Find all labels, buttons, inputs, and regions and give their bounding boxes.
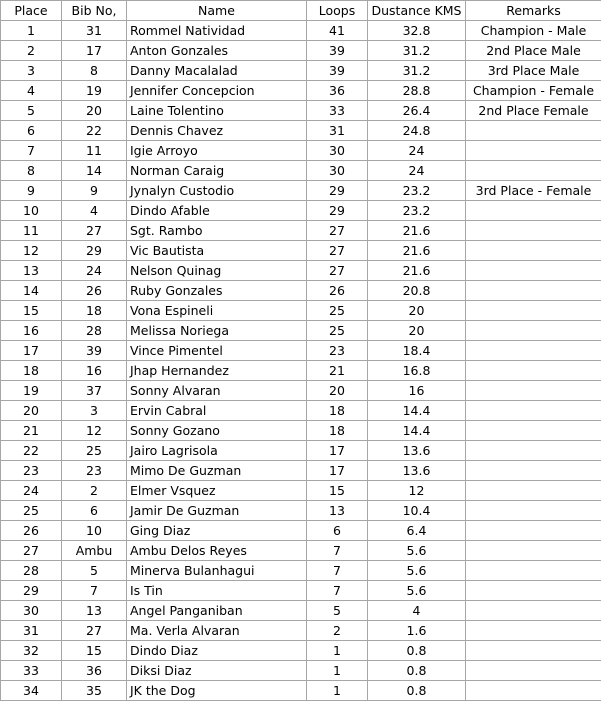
- cell-remarks[interactable]: [466, 321, 601, 341]
- cell-distance[interactable]: 21.6: [368, 221, 466, 241]
- cell-name[interactable]: Jynalyn Custodio: [127, 181, 307, 201]
- cell-bib-no[interactable]: 26: [62, 281, 127, 301]
- table-row: [1, 421, 601, 441]
- cell-remarks[interactable]: [466, 501, 601, 521]
- cell-loops[interactable]: 2: [307, 621, 368, 641]
- cell-name[interactable]: Dindo Diaz: [127, 641, 307, 661]
- table-row: [1, 121, 601, 141]
- cell-place[interactable]: 1: [1, 21, 62, 41]
- cell-name[interactable]: Rommel Natividad: [127, 21, 307, 41]
- cell-remarks[interactable]: [466, 201, 601, 221]
- cell-loops[interactable]: 6: [307, 521, 368, 541]
- cell-bib-no[interactable]: 31: [62, 21, 127, 41]
- cell-remarks[interactable]: Champion - Female: [466, 81, 601, 101]
- cell-place[interactable]: 16: [1, 321, 62, 341]
- cell-loops[interactable]: 27: [307, 241, 368, 261]
- cell-distance[interactable]: 16.8: [368, 361, 466, 381]
- cell-remarks[interactable]: 3rd Place Male: [466, 61, 601, 81]
- cell-name[interactable]: Ruby Gonzales: [127, 281, 307, 301]
- cell-distance[interactable]: 32.8: [368, 21, 466, 41]
- cell-loops[interactable]: 25: [307, 301, 368, 321]
- cell-place[interactable]: 18: [1, 361, 62, 381]
- cell-remarks[interactable]: [466, 221, 601, 241]
- header-loops[interactable]: Loops: [307, 1, 368, 21]
- cell-remarks[interactable]: [466, 261, 601, 281]
- cell-name[interactable]: Angel Panganiban: [127, 601, 307, 621]
- cell-distance[interactable]: 20.8: [368, 281, 466, 301]
- cell-loops[interactable]: 23: [307, 341, 368, 361]
- cell-bib-no[interactable]: 17: [62, 41, 127, 61]
- header-remarks[interactable]: Remarks: [466, 1, 601, 21]
- cell-bib-no[interactable]: 9: [62, 181, 127, 201]
- table-row: [1, 481, 601, 501]
- table-row: [1, 301, 601, 321]
- cell-distance[interactable]: 31.2: [368, 61, 466, 81]
- cell-remarks[interactable]: [466, 161, 601, 181]
- table-row: [1, 101, 601, 121]
- table-row: [1, 641, 601, 661]
- cell-name[interactable]: Minerva Bulanhagui: [127, 561, 307, 581]
- cell-bib-no[interactable]: 22: [62, 121, 127, 141]
- cell-remarks[interactable]: [466, 241, 601, 261]
- cell-place[interactable]: 6: [1, 121, 62, 141]
- cell-remarks[interactable]: [466, 541, 601, 561]
- cell-remarks[interactable]: [466, 301, 601, 321]
- cell-loops[interactable]: 26: [307, 281, 368, 301]
- cell-remarks[interactable]: [466, 641, 601, 661]
- cell-bib-no[interactable]: 27: [62, 621, 127, 641]
- cell-loops[interactable]: 17: [307, 461, 368, 481]
- table-row: [1, 21, 601, 41]
- cell-remarks[interactable]: 3rd Place - Female: [466, 181, 601, 201]
- cell-remarks[interactable]: [466, 481, 601, 501]
- cell-name[interactable]: Is Tin: [127, 581, 307, 601]
- cell-bib-no[interactable]: 28: [62, 321, 127, 341]
- table-row: [1, 341, 601, 361]
- cell-bib-no[interactable]: 18: [62, 301, 127, 321]
- table-row: [1, 241, 601, 261]
- table-row: [1, 81, 601, 101]
- table-row: [1, 401, 601, 421]
- cell-name[interactable]: Diksi Diaz: [127, 661, 307, 681]
- cell-bib-no[interactable]: 6: [62, 501, 127, 521]
- cell-bib-no[interactable]: 15: [62, 641, 127, 661]
- cell-distance[interactable]: 0.8: [368, 661, 466, 681]
- table-row: [1, 441, 601, 461]
- cell-bib-no[interactable]: 16: [62, 361, 127, 381]
- cell-name[interactable]: Ambu Delos Reyes: [127, 541, 307, 561]
- cell-name[interactable]: Sonny Alvaran: [127, 381, 307, 401]
- table-row: [1, 181, 601, 201]
- cell-loops[interactable]: 30: [307, 161, 368, 181]
- table-row: [1, 541, 601, 561]
- cell-name[interactable]: Dindo Afable: [127, 201, 307, 221]
- cell-loops[interactable]: 25: [307, 321, 368, 341]
- cell-place[interactable]: 11: [1, 221, 62, 241]
- cell-name[interactable]: Jamir De Guzman: [127, 501, 307, 521]
- cell-remarks[interactable]: [466, 461, 601, 481]
- table-row: [1, 61, 601, 81]
- cell-place[interactable]: 5: [1, 101, 62, 121]
- cell-place[interactable]: 4: [1, 81, 62, 101]
- cell-bib-no[interactable]: 20: [62, 101, 127, 121]
- table-row: [1, 221, 601, 241]
- cell-bib-no[interactable]: 10: [62, 521, 127, 541]
- cell-name[interactable]: Laine Tolentino: [127, 101, 307, 121]
- cell-distance[interactable]: 24.8: [368, 121, 466, 141]
- cell-bib-no[interactable]: 7: [62, 581, 127, 601]
- cell-remarks[interactable]: [466, 521, 601, 541]
- cell-loops[interactable]: 5: [307, 601, 368, 621]
- cell-place[interactable]: 26: [1, 521, 62, 541]
- cell-place[interactable]: 2: [1, 41, 62, 61]
- cell-place[interactable]: 30: [1, 601, 62, 621]
- cell-place[interactable]: 34: [1, 681, 62, 701]
- cell-loops[interactable]: 41: [307, 21, 368, 41]
- cell-remarks[interactable]: [466, 661, 601, 681]
- cell-bib-no[interactable]: 29: [62, 241, 127, 261]
- header-place[interactable]: Place: [1, 1, 62, 21]
- cell-distance[interactable]: 26.4: [368, 101, 466, 121]
- cell-loops[interactable]: 29: [307, 201, 368, 221]
- cell-place[interactable]: 22: [1, 441, 62, 461]
- table-row: [1, 201, 601, 221]
- cell-distance[interactable]: 16: [368, 381, 466, 401]
- cell-distance[interactable]: 31.2: [368, 41, 466, 61]
- cell-bib-no[interactable]: 36: [62, 661, 127, 681]
- cell-place[interactable]: 32: [1, 641, 62, 661]
- cell-loops[interactable]: 1: [307, 641, 368, 661]
- table-row: [1, 261, 601, 281]
- cell-name[interactable]: Anton Gonzales: [127, 41, 307, 61]
- cell-loops[interactable]: 1: [307, 681, 368, 701]
- cell-remarks[interactable]: [466, 601, 601, 621]
- cell-remarks[interactable]: [466, 141, 601, 161]
- cell-distance[interactable]: 13.6: [368, 441, 466, 461]
- cell-distance[interactable]: 24: [368, 161, 466, 181]
- cell-distance[interactable]: 12: [368, 481, 466, 501]
- cell-name[interactable]: JK the Dog: [127, 681, 307, 701]
- cell-loops[interactable]: 27: [307, 221, 368, 241]
- cell-loops[interactable]: 27: [307, 261, 368, 281]
- cell-bib-no[interactable]: 2: [62, 481, 127, 501]
- table-row: [1, 561, 601, 581]
- cell-distance[interactable]: 23.2: [368, 181, 466, 201]
- cell-distance[interactable]: 1.6: [368, 621, 466, 641]
- cell-name[interactable]: Mimo De Guzman: [127, 461, 307, 481]
- cell-place[interactable]: 19: [1, 381, 62, 401]
- cell-name[interactable]: Ervin Cabral: [127, 401, 307, 421]
- table-row: [1, 361, 601, 381]
- cell-place[interactable]: 23: [1, 461, 62, 481]
- cell-place[interactable]: 29: [1, 581, 62, 601]
- table-body: [1, 21, 601, 701]
- cell-name[interactable]: Norman Caraig: [127, 161, 307, 181]
- cell-place[interactable]: 3: [1, 61, 62, 81]
- table-row: [1, 461, 601, 481]
- cell-bib-no[interactable]: 14: [62, 161, 127, 181]
- cell-remarks[interactable]: 2nd Place Female: [466, 101, 601, 121]
- cell-bib-no[interactable]: Ambu: [62, 541, 127, 561]
- cell-remarks[interactable]: [466, 381, 601, 401]
- cell-name[interactable]: Elmer Vsquez: [127, 481, 307, 501]
- cell-place[interactable]: 25: [1, 501, 62, 521]
- cell-place[interactable]: 12: [1, 241, 62, 261]
- cell-distance[interactable]: 5.6: [368, 541, 466, 561]
- cell-place[interactable]: 33: [1, 661, 62, 681]
- cell-remarks[interactable]: Champion - Male: [466, 21, 601, 41]
- cell-remarks[interactable]: [466, 681, 601, 701]
- table-row: [1, 681, 601, 701]
- cell-loops[interactable]: 7: [307, 581, 368, 601]
- cell-place[interactable]: 20: [1, 401, 62, 421]
- cell-loops[interactable]: 39: [307, 41, 368, 61]
- cell-bib-no[interactable]: 8: [62, 61, 127, 81]
- table-row: [1, 41, 601, 61]
- cell-place[interactable]: 24: [1, 481, 62, 501]
- cell-place[interactable]: 27: [1, 541, 62, 561]
- cell-loops[interactable]: 18: [307, 421, 368, 441]
- cell-bib-no[interactable]: 11: [62, 141, 127, 161]
- cell-distance[interactable]: 13.6: [368, 461, 466, 481]
- cell-loops[interactable]: 29: [307, 181, 368, 201]
- cell-remarks[interactable]: [466, 621, 601, 641]
- cell-name[interactable]: Vic Bautista: [127, 241, 307, 261]
- table-row: [1, 621, 601, 641]
- cell-name[interactable]: Jennifer Concepcion: [127, 81, 307, 101]
- cell-name[interactable]: Sonny Gozano: [127, 421, 307, 441]
- cell-name[interactable]: Ging Diaz: [127, 521, 307, 541]
- cell-distance[interactable]: 5.6: [368, 561, 466, 581]
- cell-bib-no[interactable]: 25: [62, 441, 127, 461]
- cell-name[interactable]: Ma. Verla Alvaran: [127, 621, 307, 641]
- table-row: [1, 141, 601, 161]
- cell-distance[interactable]: 21.6: [368, 241, 466, 261]
- table-row: [1, 321, 601, 341]
- cell-place[interactable]: 8: [1, 161, 62, 181]
- cell-loops[interactable]: 13: [307, 501, 368, 521]
- cell-loops[interactable]: 36: [307, 81, 368, 101]
- cell-place[interactable]: 10: [1, 201, 62, 221]
- cell-distance[interactable]: 14.4: [368, 401, 466, 421]
- cell-loops[interactable]: 39: [307, 61, 368, 81]
- cell-bib-no[interactable]: 5: [62, 561, 127, 581]
- cell-remarks[interactable]: [466, 421, 601, 441]
- cell-distance[interactable]: 5.6: [368, 581, 466, 601]
- cell-distance[interactable]: 18.4: [368, 341, 466, 361]
- cell-distance[interactable]: 28.8: [368, 81, 466, 101]
- cell-remarks[interactable]: [466, 281, 601, 301]
- cell-remarks[interactable]: [466, 581, 601, 601]
- cell-remarks[interactable]: 2nd Place Male: [466, 41, 601, 61]
- cell-name[interactable]: Vona Espineli: [127, 301, 307, 321]
- cell-bib-no[interactable]: 39: [62, 341, 127, 361]
- cell-name[interactable]: Dennis Chavez: [127, 121, 307, 141]
- cell-remarks[interactable]: [466, 341, 601, 361]
- cell-name[interactable]: Jairo Lagrisola: [127, 441, 307, 461]
- table-row: [1, 501, 601, 521]
- table-row: [1, 661, 601, 681]
- cell-bib-no[interactable]: 12: [62, 421, 127, 441]
- cell-place[interactable]: 9: [1, 181, 62, 201]
- cell-remarks[interactable]: [466, 401, 601, 421]
- cell-name[interactable]: Danny Macalalad: [127, 61, 307, 81]
- cell-loops[interactable]: 30: [307, 141, 368, 161]
- cell-loops[interactable]: 31: [307, 121, 368, 141]
- cell-remarks[interactable]: [466, 441, 601, 461]
- cell-bib-no[interactable]: 35: [62, 681, 127, 701]
- cell-distance[interactable]: 20: [368, 301, 466, 321]
- cell-distance[interactable]: 24: [368, 141, 466, 161]
- cell-distance[interactable]: 20: [368, 321, 466, 341]
- cell-name[interactable]: Vince Pimentel: [127, 341, 307, 361]
- table-row: [1, 161, 601, 181]
- cell-place[interactable]: 17: [1, 341, 62, 361]
- cell-distance[interactable]: 23.2: [368, 201, 466, 221]
- cell-bib-no[interactable]: 3: [62, 401, 127, 421]
- cell-bib-no[interactable]: 19: [62, 81, 127, 101]
- table-row: [1, 381, 601, 401]
- cell-loops[interactable]: 7: [307, 541, 368, 561]
- header-name[interactable]: Name: [127, 1, 307, 21]
- cell-place[interactable]: 7: [1, 141, 62, 161]
- cell-place[interactable]: 15: [1, 301, 62, 321]
- cell-bib-no[interactable]: 27: [62, 221, 127, 241]
- cell-place[interactable]: 14: [1, 281, 62, 301]
- cell-remarks[interactable]: [466, 561, 601, 581]
- cell-distance[interactable]: 14.4: [368, 421, 466, 441]
- cell-loops[interactable]: 15: [307, 481, 368, 501]
- cell-loops[interactable]: 7: [307, 561, 368, 581]
- cell-loops[interactable]: 18: [307, 401, 368, 421]
- cell-bib-no[interactable]: 23: [62, 461, 127, 481]
- header-bib-no[interactable]: Bib No,: [62, 1, 127, 21]
- cell-name[interactable]: Nelson Quinag: [127, 261, 307, 281]
- header-distance[interactable]: Dustance KMS: [368, 1, 466, 21]
- cell-name[interactable]: Jhap Hernandez: [127, 361, 307, 381]
- cell-place[interactable]: 31: [1, 621, 62, 641]
- cell-loops[interactable]: 1: [307, 661, 368, 681]
- cell-distance[interactable]: 10.4: [368, 501, 466, 521]
- cell-loops[interactable]: 21: [307, 361, 368, 381]
- header-row: [1, 1, 601, 21]
- table-row: [1, 581, 601, 601]
- cell-name[interactable]: Melissa Noriega: [127, 321, 307, 341]
- cell-name[interactable]: Igie Arroyo: [127, 141, 307, 161]
- cell-bib-no[interactable]: 24: [62, 261, 127, 281]
- cell-remarks[interactable]: [466, 361, 601, 381]
- cell-distance[interactable]: 0.8: [368, 681, 466, 701]
- table-row: [1, 601, 601, 621]
- cell-loops[interactable]: 33: [307, 101, 368, 121]
- cell-bib-no[interactable]: 4: [62, 201, 127, 221]
- cell-remarks[interactable]: [466, 121, 601, 141]
- table-row: [1, 521, 601, 541]
- cell-distance[interactable]: 21.6: [368, 261, 466, 281]
- cell-distance[interactable]: 4: [368, 601, 466, 621]
- cell-bib-no[interactable]: 37: [62, 381, 127, 401]
- cell-name[interactable]: Sgt. Rambo: [127, 221, 307, 241]
- cell-distance[interactable]: 6.4: [368, 521, 466, 541]
- cell-bib-no[interactable]: 13: [62, 601, 127, 621]
- table-row: [1, 281, 601, 301]
- cell-place[interactable]: 21: [1, 421, 62, 441]
- cell-loops[interactable]: 17: [307, 441, 368, 461]
- cell-place[interactable]: 28: [1, 561, 62, 581]
- cell-distance[interactable]: 0.8: [368, 641, 466, 661]
- cell-loops[interactable]: 20: [307, 381, 368, 401]
- cell-place[interactable]: 13: [1, 261, 62, 281]
